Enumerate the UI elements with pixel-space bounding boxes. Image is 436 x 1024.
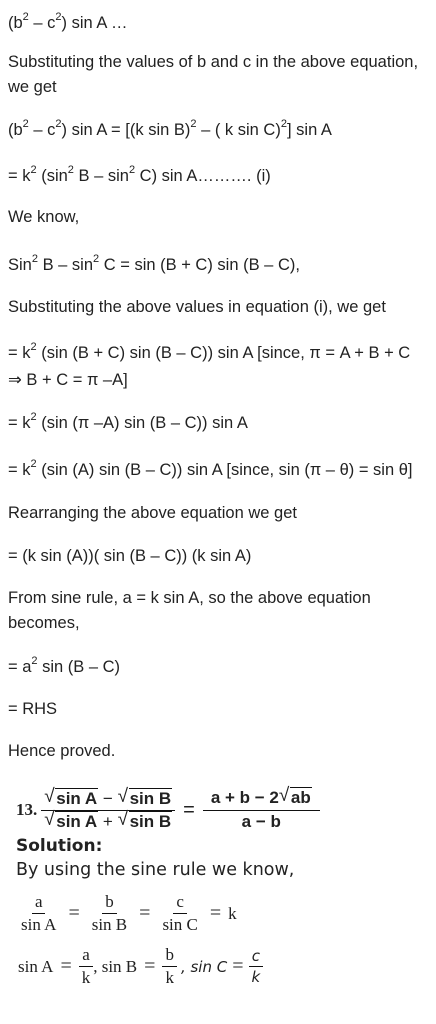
text: sin (B – C): [37, 658, 121, 676]
sqrt: [44, 812, 98, 832]
text-line: [8, 119, 332, 141]
equals: =: [209, 902, 222, 924]
fraction-b: [89, 892, 130, 935]
superscript: 2: [128, 163, 136, 176]
superscript: 2: [55, 10, 62, 23]
text: (sin (A) sin (B – C)) sin A [since, sin (π – θ) = sin θ]: [36, 461, 413, 479]
text-line: From sine rule, a = k sin A, so the above equation: [8, 589, 371, 607]
superscript: 2: [31, 654, 38, 667]
text: – ( k sin C): [196, 121, 281, 139]
text-line: becomes,: [8, 614, 80, 632]
constant-k: k: [228, 903, 237, 923]
fraction-c-k: [249, 947, 264, 986]
text: (sin (π –A) sin (B – C)) sin A: [36, 414, 248, 432]
denominator: a − b: [241, 812, 281, 831]
text-line: = RHS: [8, 700, 58, 718]
text-line: [8, 165, 271, 187]
text: , sin C: [180, 957, 228, 976]
superscript: 2: [30, 410, 37, 423]
fraction-a-k: [79, 945, 94, 988]
radicand: sin A: [56, 811, 98, 831]
numerator: c: [173, 892, 187, 914]
equals: =: [144, 955, 156, 977]
text: C) sin A………. (i): [135, 167, 271, 185]
fraction-b-k: [162, 945, 177, 988]
text: = k: [8, 344, 31, 362]
equals: =: [60, 955, 72, 977]
text: B – sin: [37, 256, 94, 274]
text-line: [8, 12, 128, 34]
text-line: Substituting the above values in equation (i), we get: [8, 298, 386, 316]
text: = k: [8, 167, 31, 185]
numerator: [41, 789, 175, 811]
denominator: sin C: [162, 915, 198, 934]
text: ) sin A …: [61, 14, 128, 32]
text: ) sin A = [(k sin B): [61, 121, 191, 139]
text: (b: [8, 121, 23, 139]
numerator: b: [162, 945, 177, 967]
text-line: [8, 459, 412, 481]
fraction-a: [18, 892, 59, 935]
numerator: a: [32, 892, 46, 914]
numerator: a: [79, 945, 93, 967]
denominator: k: [81, 968, 91, 987]
text: (sin (B + C) sin (B – C)) sin A [since, π = A + B + C: [36, 344, 411, 362]
text-line: Rearranging the above equation we get: [8, 504, 297, 522]
superscript: 2: [22, 117, 29, 130]
operator: +: [102, 811, 113, 831]
numerator: c: [249, 947, 263, 967]
text-line: = (k sin (A))( sin (B – C)) (k sin A): [8, 547, 252, 565]
rhs-fraction: [203, 788, 320, 832]
text-line: We know,: [8, 208, 80, 226]
denominator: sin A: [21, 915, 57, 934]
sine-rule-values: [18, 945, 263, 988]
superscript: 2: [30, 163, 37, 176]
solution-intro: By using the sine rule we know,: [16, 860, 295, 880]
superscript: 2: [280, 117, 287, 130]
sqrt: [44, 789, 98, 809]
numerator: [203, 788, 320, 811]
text: = a: [8, 658, 32, 676]
numerator: b: [102, 892, 117, 914]
superscript: 2: [22, 10, 29, 23]
text: a + b − 2: [210, 788, 279, 807]
sqrt: [118, 789, 173, 809]
text: B – sin: [73, 167, 129, 185]
sqrt: [279, 788, 312, 808]
text: – c: [28, 14, 56, 32]
superscript: 2: [67, 163, 74, 176]
superscript: 2: [93, 252, 100, 265]
text: C = sin (B + C) sin (B – C),: [99, 256, 300, 274]
solution-label: Solution:: [16, 836, 103, 856]
text-line: Hence proved.: [8, 742, 116, 760]
question-number: 13.: [16, 800, 38, 819]
text: – c: [28, 121, 56, 139]
text-line: [8, 254, 300, 276]
text: = k: [8, 461, 31, 479]
text-line: [8, 656, 120, 678]
superscript: 2: [55, 117, 62, 130]
text: sin A: [18, 956, 54, 976]
text: (sin: [36, 167, 68, 185]
equals: =: [139, 902, 151, 924]
radicand: ab: [290, 788, 311, 807]
superscript: 2: [31, 252, 38, 265]
sqrt: [118, 812, 173, 832]
lhs-fraction: [41, 789, 175, 832]
text: = k: [8, 414, 31, 432]
text: , sin B: [93, 956, 138, 976]
radicand: sin B: [129, 811, 172, 831]
radicand: sin B: [129, 788, 172, 808]
operator: −: [102, 788, 113, 808]
text: Sin: [8, 256, 32, 274]
question-13: [16, 780, 320, 840]
text-line: we get: [8, 78, 57, 96]
sine-rule-equation: [18, 892, 237, 935]
superscript: 2: [30, 457, 37, 470]
text-line: ⇒ B + C = π –A]: [8, 371, 128, 389]
denominator: k: [251, 968, 261, 986]
text-line: [8, 412, 248, 434]
fraction-c: [159, 892, 200, 935]
text-line: [8, 342, 410, 364]
text-line: Substituting the values of b and c in the above equation,: [8, 53, 419, 71]
superscript: 2: [30, 340, 37, 353]
denominator: sin B: [91, 915, 128, 934]
equals: =: [232, 955, 244, 977]
equals: =: [183, 798, 195, 821]
denominator: k: [165, 968, 174, 987]
equals: =: [68, 902, 80, 924]
superscript: 2: [190, 117, 197, 130]
text: (b: [8, 14, 23, 32]
radicand: sin A: [56, 788, 98, 808]
text: ] sin A: [286, 121, 332, 139]
denominator: [41, 811, 175, 832]
